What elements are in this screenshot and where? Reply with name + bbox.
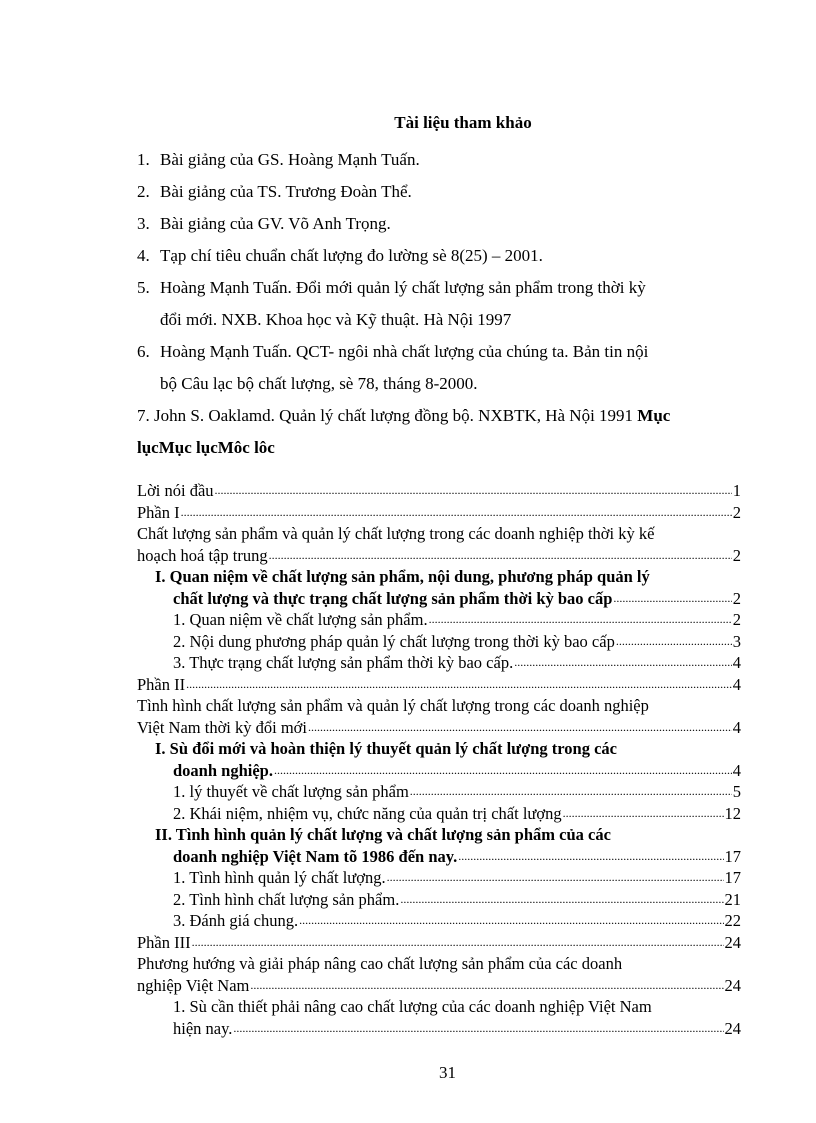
reference-text: Hoàng Mạnh Tuấn. QCT- ngôi nhà chất lượng của chúng ta. Bản tin nội <box>160 342 649 361</box>
toc-entry[interactable]: Lời nói đầu ..... 1 <box>137 480 741 502</box>
toc-page-number: 12 <box>724 803 741 823</box>
toc-heading: lụcMục lụcMôc lôc <box>137 438 275 457</box>
reference-text: Tạp chí tiêu chuẩn chất lượng đo lường sè 8(25) – 2001. <box>160 246 543 265</box>
toc-page-number: 2 <box>732 502 741 522</box>
toc-page-number: 24 <box>724 975 741 995</box>
toc-page-number: 2 <box>732 610 741 629</box>
toc-entry[interactable]: Chất lượng sản phẩm và quản lý chất lượng trong các doanh nghiệp thời kỳ kế hoạch hoá tập trung ..... 2 <box>137 523 741 566</box>
toc-entry[interactable]: 2. Tình hình chất lượng sản phẩm. ..... 21 <box>137 889 741 911</box>
toc-page-number: 4 <box>732 760 741 780</box>
toc-page-number: 21 <box>724 889 741 909</box>
toc-entry[interactable]: II. Tình hình quản lý chất lượng và chất lượng sản phẩm của các doanh nghiệp Việt Nam tõ 1986 đến nay. ..... 17 <box>137 824 741 867</box>
toc-entry[interactable]: 1. Tình hình quản lý chất lượng. ..... 17 <box>137 867 741 889</box>
reference-item <box>137 144 420 176</box>
toc-page-number: 4 <box>732 653 741 672</box>
reference-item <box>137 208 391 240</box>
toc-page-number: 2 <box>732 588 741 608</box>
toc-entry[interactable]: 1. lý thuyết về chất lượng sản phẩm ..... 5 <box>137 781 741 803</box>
toc-entry[interactable]: 1. Quan niệm về chất lượng sản phẩm. ..... 2 <box>137 609 741 631</box>
toc-entry[interactable]: 2. Khái niệm, nhiệm vụ, chức năng của quản trị chất lượng ..... 12 <box>137 803 741 825</box>
toc-entry[interactable]: I. Sù đổi mới và hoàn thiện lý thuyết quản lý chất lượng trong các doanh nghiệp. ..... 4 <box>137 738 741 781</box>
toc-page-number: 4 <box>732 674 741 694</box>
toc-page-number: 17 <box>724 868 741 887</box>
toc-entry[interactable]: I. Quan niệm về chất lượng sản phẩm, nội dung, phương pháp quản lý chất lượng và thực trạng chất lượng sản phẩm thời kỳ bao cấp ..... 2 <box>137 566 741 609</box>
toc-entry[interactable]: 3. Đánh giá chung. ..... 22 <box>137 910 741 932</box>
reference-text: Bài giảng của GV. Võ Anh Trọng. <box>160 214 391 233</box>
reference-number: 6. <box>137 342 150 361</box>
reference-number: 5. <box>137 278 150 297</box>
references-title: Tài liệu tham khảo <box>394 113 532 132</box>
reference-number: 4. <box>137 246 150 265</box>
toc-entry[interactable]: Tình hình chất lượng sản phẩm và quản lý chất lượng trong các doanh nghiệp Việt Nam thời kỳ đổi mới ..... 4 <box>137 695 741 738</box>
reference-item <box>137 176 412 208</box>
reference-item <box>137 240 543 272</box>
toc-page-number: 1 <box>732 481 741 500</box>
reference-number: 3. <box>137 214 150 233</box>
reference-text: 7. John S. Oaklamd. Quản lý chất lượng đồng bộ. NXBTK, Hà Nội 1991 <box>137 406 634 425</box>
toc-entry[interactable]: 1. Sù cần thiết phải nâng cao chất lượng của các doanh nghiệp Việt Nam hiện nay. ..... 24 <box>137 996 741 1039</box>
toc-entry[interactable]: Phương hướng và giải pháp nâng cao chất lượng sản phẩm của các doanh nghiệp Việt Nam ..... 24 <box>137 953 741 996</box>
reference-text: Bài giảng của GS. Hoàng Mạnh Tuấn. <box>160 150 420 169</box>
toc-entry[interactable]: Phần III ..... 24 <box>137 932 741 954</box>
reference-number: 2. <box>137 182 150 201</box>
reference-number: 1. <box>137 150 150 169</box>
table-of-contents <box>137 480 741 1039</box>
reference-item <box>137 336 737 400</box>
reference-item <box>137 272 737 336</box>
toc-page-number: 17 <box>724 846 741 866</box>
reference-item <box>137 400 741 464</box>
reference-text: Bài giảng của TS. Trương Đoàn Thể. <box>160 182 412 201</box>
reference-text-continued: bộ Câu lạc bộ chất lượng, sè 78, tháng 8-2000. <box>160 374 478 393</box>
toc-heading-fragment: Mục <box>637 406 671 425</box>
reference-text: Hoàng Mạnh Tuấn. Đổi mới quản lý chất lượng sản phẩm trong thời kỳ <box>160 278 646 297</box>
toc-page-number: 5 <box>732 782 741 801</box>
toc-page-number: 2 <box>732 545 741 565</box>
toc-page-number: 22 <box>724 911 741 930</box>
toc-page-number: 24 <box>724 1018 741 1038</box>
toc-page-number: 4 <box>732 717 741 737</box>
toc-entry[interactable]: Phần II ..... 4 <box>137 674 741 696</box>
toc-entry[interactable]: 3. Thực trạng chất lượng sản phẩm thời kỳ bao cấp. ..... 4 <box>137 652 741 674</box>
page-number: 31 <box>439 1063 456 1082</box>
reference-text-continued: đổi mới. NXB. Khoa học và Kỹ thuật. Hà Nội 1997 <box>160 310 512 329</box>
toc-page-number: 24 <box>724 932 741 952</box>
toc-page-number: 3 <box>732 631 741 651</box>
toc-entry[interactable]: Phần I ..... 2 <box>137 502 741 524</box>
toc-entry[interactable]: 2. Nội dung phương pháp quản lý chất lượng trong thời kỳ bao cấp ..... 3 <box>137 631 741 653</box>
